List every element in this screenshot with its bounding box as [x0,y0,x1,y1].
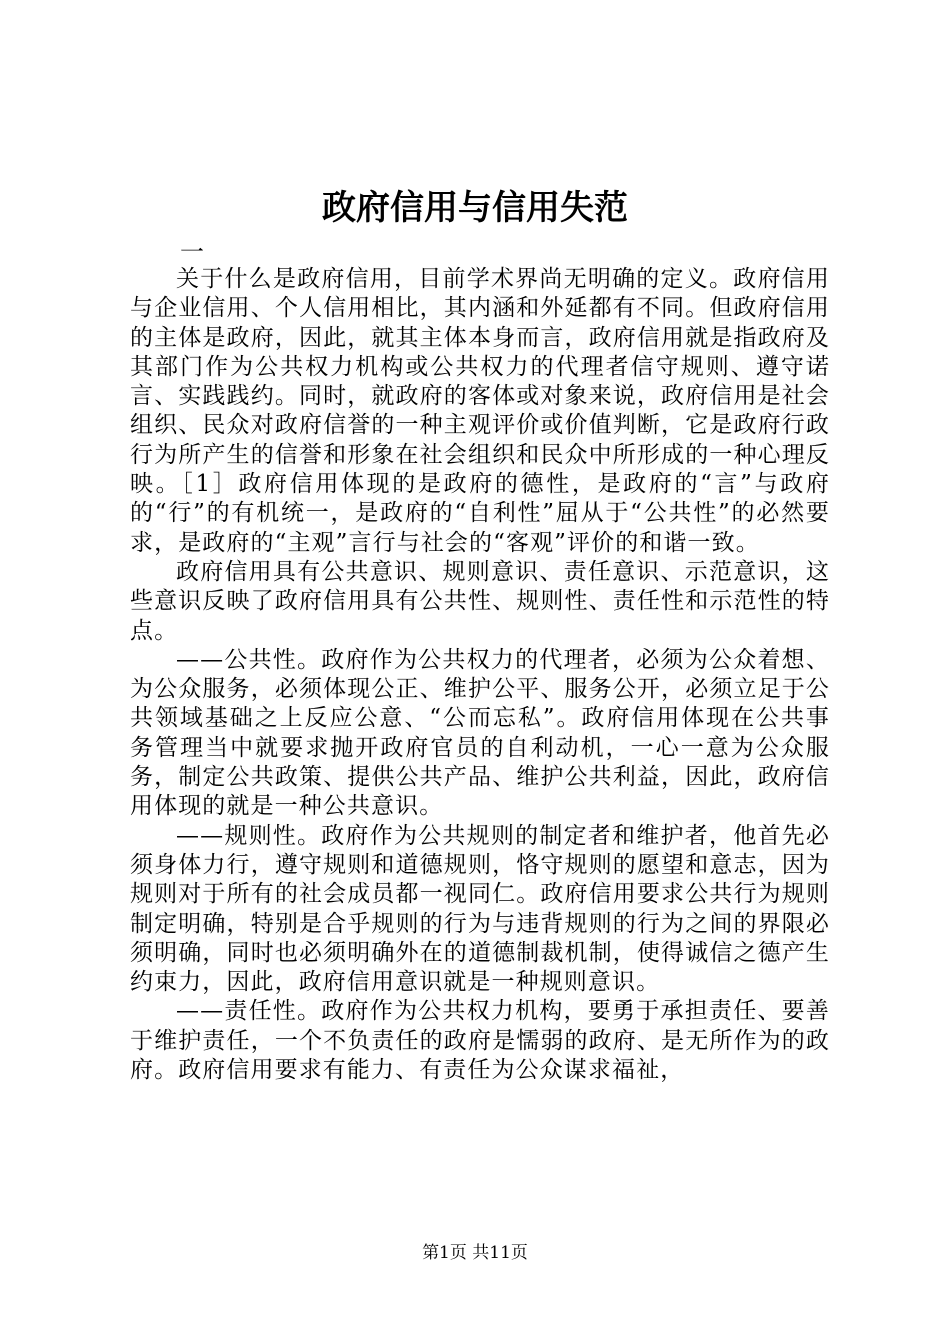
section-number: 一 [180,238,204,266]
paragraph: 关于什么是政府信用，目前学术界尚无明确的定义。政府信用与企业信用、个人信用相比，其内涵和外延都有不同。但政府信用的主体是政府，因此，就其主体本身而言，政府信用就是指政府及其部门作为公共权力机构或公共权力的代理者信守规则、遵守诺言、实践践约。同时，就政府的客体或对象来说，政府信用是社会组织、民众对政府信誉的一种主观评价或价值判断，它是政府行政行为所产生的信誉和形象在社会组织和民众中所形成的一种心理反映。［1］政府信用体现的是政府的德性，是政府的“言”与政府的“行”的有机统一，是政府的“自利性”屈从于“公共性”的必然要求，是政府的“主观”言行与社会的“客观”评价的和谐一致。 [130,266,830,556]
paragraph: ——公共性。政府作为公共权力的代理者，必须为公众着想、为公众服务，必须体现公正、维护公平、服务公开，必须立足于公共领域基础之上反应公意、“公而忘私”。政府信用体现在公共事务管理当中就要求抛开政府官员的自利动机，一心一意为公众服务，制定公共政策、提供公共产品、维护公共利益，因此，政府信用体现的就是一种公共意识。 [130,646,830,820]
document-title: 政府信用与信用失范 [322,188,628,228]
paragraph: 政府信用具有公共意识、规则意识、责任意识、示范意识，这些意识反映了政府信用具有公共性、规则性、责任性和示范性的特点。 [130,558,830,644]
paragraph: ——规则性。政府作为公共规则的制定者和维护者，他首先必须身体力行，遵守规则和道德规则，恪守规则的愿望和意志，因为规则对于所有的社会成员都一视同仁。政府信用要求公共行为规则制定明确，特别是合乎规则的行为与违背规则的行为之间的界限必须明确，同时也必须明确外在的道德制裁机制，使得诚信之德产生约束力，因此，政府信用意识就是一种规则意识。 [130,822,830,996]
document-body [130,265,830,1085]
paragraph: ——责任性。政府作为公共权力机构，要勇于承担责任、要善于维护责任，一个不负责任的政府是懦弱的政府、是无所作为的政府。政府信用要求有能力、有责任为公众谋求福祉， [130,998,830,1084]
page-footer: 第1页 共11页 [422,1243,528,1263]
